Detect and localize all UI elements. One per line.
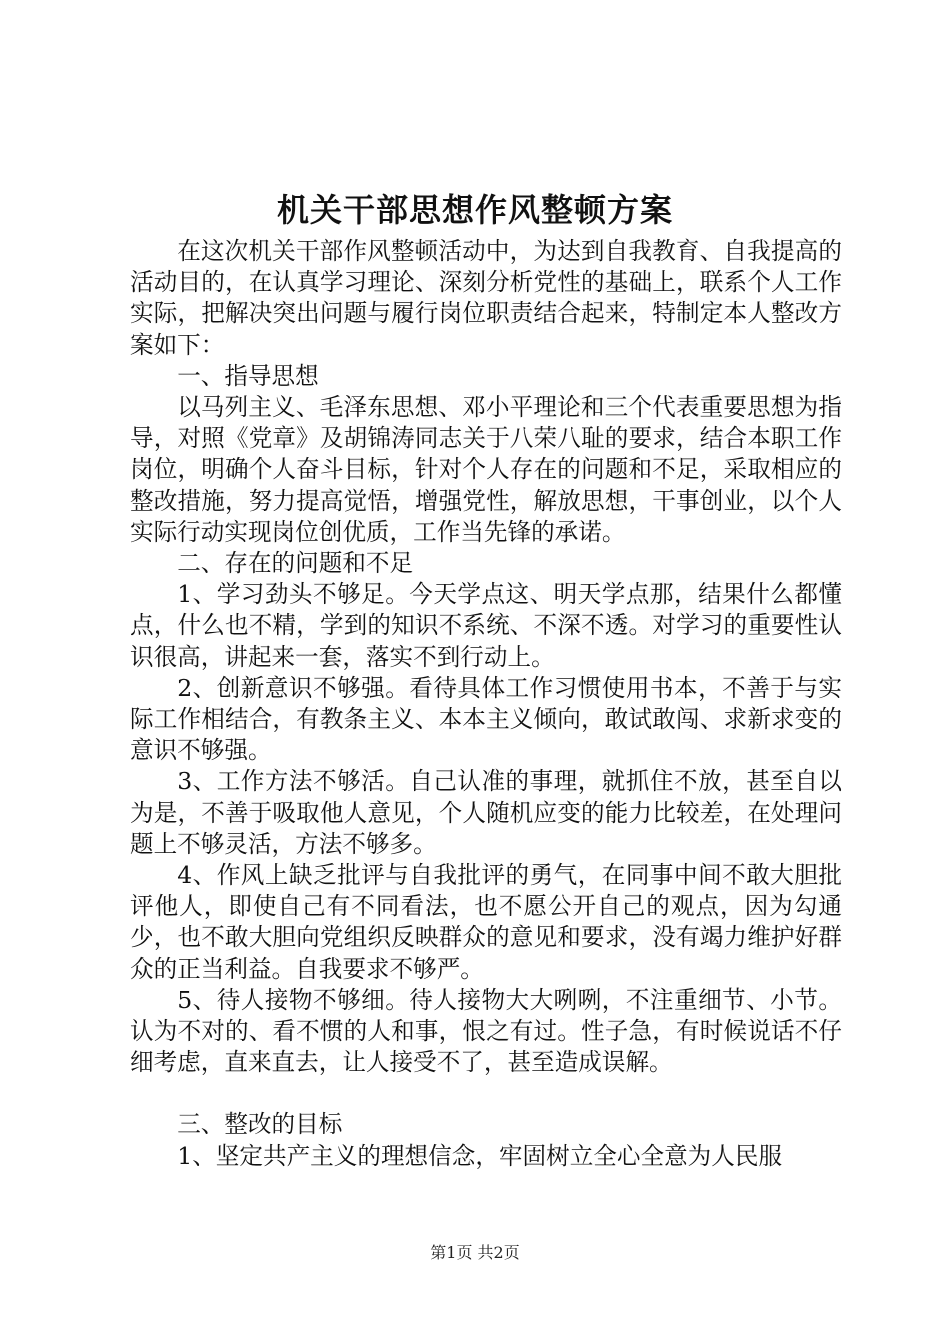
problem-item-1: 1、学习劲头不够足。今天学点这、明天学点那，结果什么都懂点，什么也不精，学到的知识不系统、不深不透。对学习的重要性认识很高，讲起来一套，落实不到行动上。 xyxy=(130,580,842,671)
paragraph-spacer xyxy=(130,1078,842,1109)
section-heading-problems: 二、存在的问题和不足 xyxy=(177,549,414,578)
intro-paragraph: 在这次机关干部作风整顿活动中，为达到自我教育、自我提高的活动目的，在认真学习理论、深刻分析党性的基础上，联系个人工作实际，把解决突出问题与履行岗位职责结合起来，特制定本人整改方案如下： xyxy=(130,237,842,359)
problem-item-5: 5、待人接物不够细。待人接物大大咧咧，不注重细节、小节。认为不对的、看不惯的人和事，恨之有过。性子急，有时候说话不仔细考虑，直来直去，让人接受不了，甚至造成误解。 xyxy=(130,985,842,1077)
problem-item-4: 4、作风上缺乏批评与自我批评的勇气，在同事中间不敢大胆批评他人，即使自己有不同看法，也不愿公开自己的观点，因为勾通少，也不敢大胆向党组织反映群众的意见和要求，没有竭力维护好群众的正当利益。自我要求不够严。 xyxy=(130,861,842,983)
section-heading-guiding-ideology: 一、指导思想 xyxy=(177,361,319,390)
problem-item-3: 3、工作方法不够活。自己认准的事理，就抓住不放，甚至自以为是，不善于吸取他人意见，个人随机应变的能力比较差，在处理问题上不够灵活，方法不够多。 xyxy=(130,767,842,858)
page-footer: 第1页 共2页 xyxy=(430,1243,520,1262)
problem-item-2: 2、创新意识不够强。看待具体工作习惯使用书本，不善于与实际工作相结合，有教条主义、本本主义倾向，敢试敢闯、求新求变的意识不够强。 xyxy=(130,673,842,765)
section-heading-goals: 三、整改的目标 xyxy=(177,1110,343,1139)
document-body xyxy=(130,236,842,1172)
document-title: 机关干部思想作风整顿方案 xyxy=(276,191,673,229)
guiding-ideology-paragraph: 以马列主义、毛泽东思想、邓小平理论和三个代表重要思想为指导，对照《党章》及胡锦涛同志关于八荣八耻的要求，结合本职工作岗位，明确个人奋斗目标，针对个人存在的问题和不足，采取相应的整改措施，努力提高觉悟，增强党性，解放思想，干事创业，以个人实际行动实现岗位创优质，工作当先锋的承诺。 xyxy=(130,393,842,546)
goal-item-1: 1、坚定共产主义的理想信念，牢固树立全心全意为人民服 xyxy=(177,1141,783,1170)
